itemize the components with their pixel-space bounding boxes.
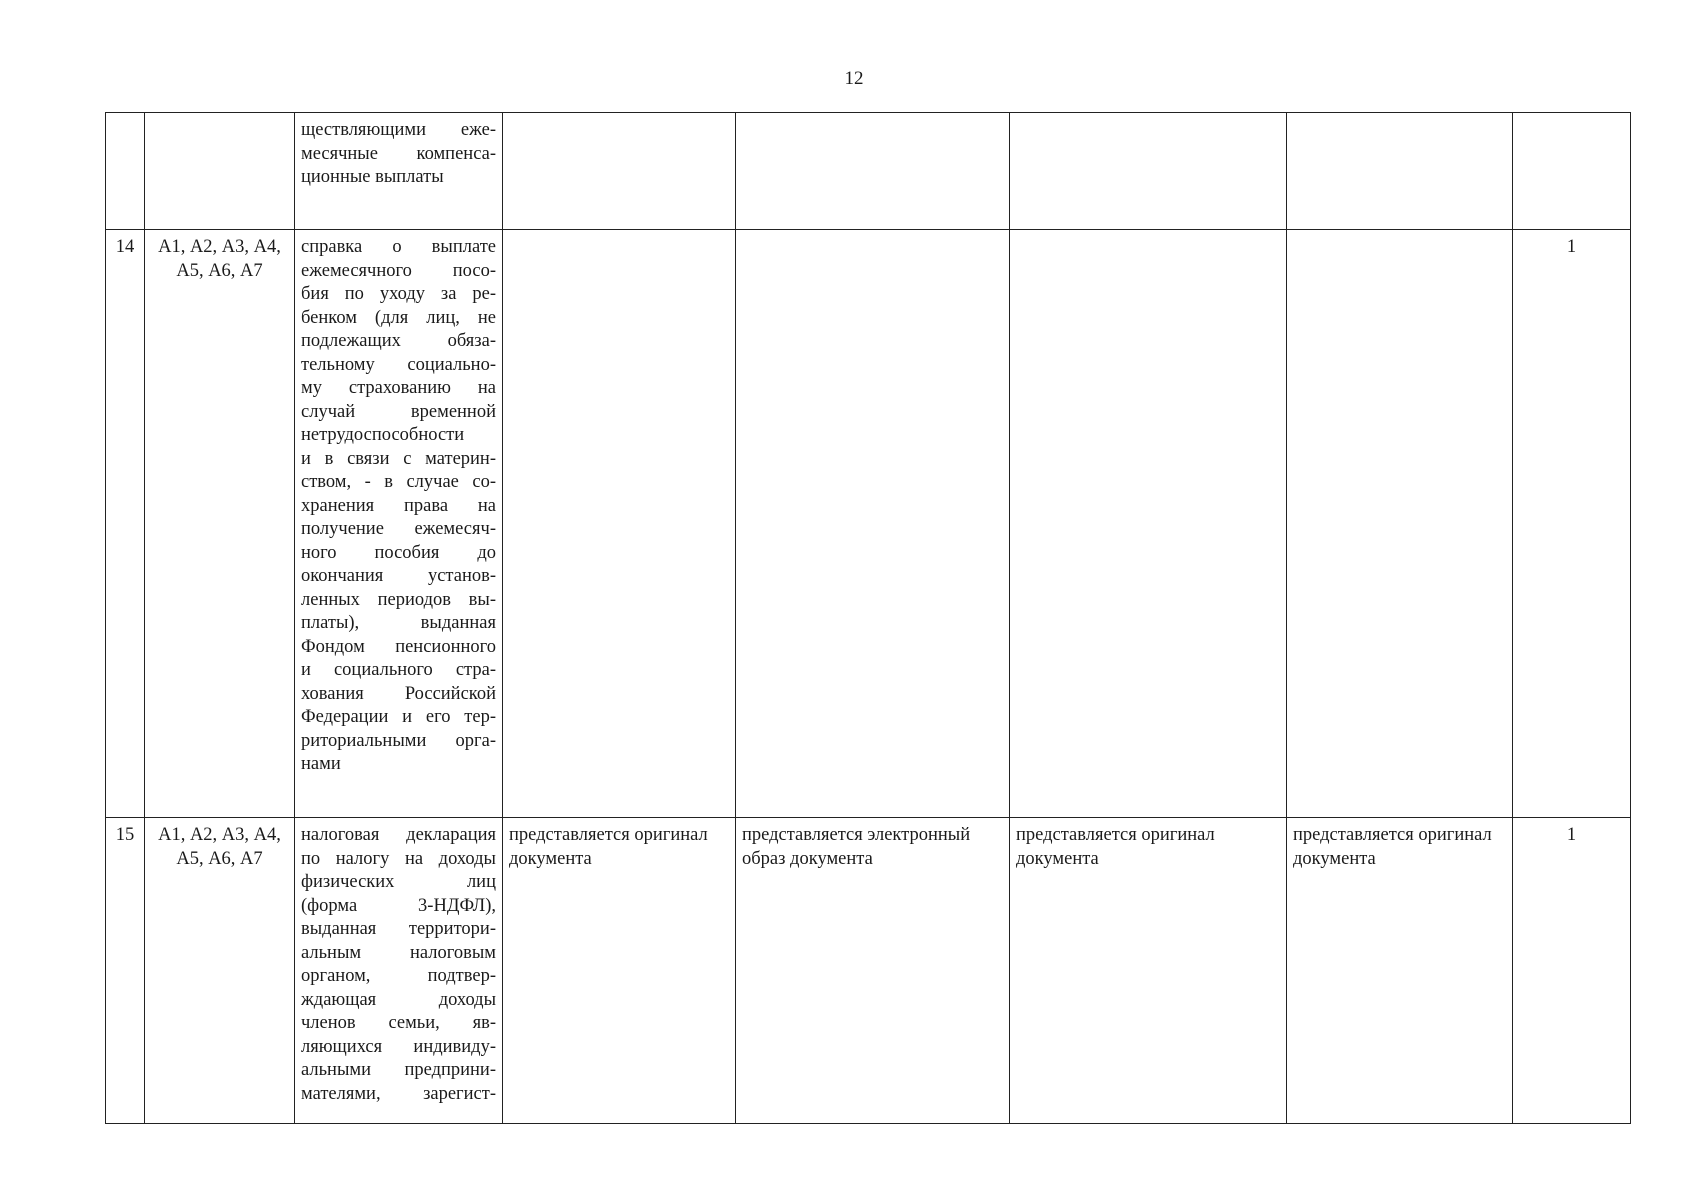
mfc-submission-cell: представляется оригинал документа (1010, 818, 1287, 1124)
document-name-line: альным налоговым (301, 942, 496, 963)
document-name-line: случай временной (301, 401, 496, 422)
row-number: 15 (106, 818, 145, 1124)
submission-method-cell: представляется оригинал документа (503, 818, 736, 1124)
document-name-line: Федерации и его тер- (301, 707, 496, 727)
document-name (295, 230, 503, 818)
document-name-line: бенком (для лиц, не (301, 307, 496, 328)
document-name-line: риториальными орга- (301, 730, 496, 751)
document-name-line: ежемесячного посо- (301, 260, 496, 281)
document-name-line: выданная территори- (301, 919, 496, 939)
document-name-line: по налогу на доходы (301, 848, 496, 869)
document-name-line: месячные компенса- (301, 143, 496, 164)
copies-count: 1 (1513, 230, 1631, 818)
document-name-line: подлежащих обяза- (301, 331, 496, 351)
mfc-submission-cell (1010, 113, 1287, 230)
table-body (106, 113, 1631, 1124)
document-name (295, 113, 503, 230)
document-name (295, 818, 503, 1124)
document-name-line: платы), выданная (301, 613, 496, 633)
electronic-submission-cell (736, 113, 1010, 230)
document-name-line: хранения права на (301, 495, 496, 516)
electronic-submission-cell: представляется электронный образ документа (736, 818, 1010, 1124)
copies-count (1513, 113, 1631, 230)
document-name-line: ществляющими еже- (301, 120, 496, 140)
document-name-line: хования Российской (301, 683, 496, 704)
document-name-line: налоговая декларация (301, 825, 496, 845)
document-name-line: мателями, зарегист- (301, 1083, 496, 1104)
document-name-line: физических лиц (301, 872, 496, 892)
document-name-line: Фондом пенсионного (301, 636, 496, 657)
copies-count: 1 (1513, 818, 1631, 1124)
row-number: 14 (106, 230, 145, 818)
document-name-line: органом, подтвер- (301, 966, 496, 986)
mfc-submission-cell (1010, 230, 1287, 818)
document-name-line: членов семьи, яв- (301, 1013, 496, 1033)
document-name-line: ством, - в случае со- (301, 472, 496, 492)
applicant-categories (145, 113, 295, 230)
document-name-line: окончания установ- (301, 566, 496, 586)
document-name-line: альными предприни- (301, 1060, 496, 1080)
row-number (106, 113, 145, 230)
document-name-line: бия по уходу за ре- (301, 284, 496, 304)
table-row (106, 230, 1631, 818)
mail-submission-cell (1287, 113, 1513, 230)
document-name-line: ляющихся индивиду- (301, 1036, 496, 1057)
applicant-categories: А1, А2, А3, А4, А5, А6, А7 (145, 818, 295, 1124)
document-name-line: ного пособия до (301, 542, 496, 563)
document-name-line: справка о выплате (301, 237, 496, 257)
document-name-line: получение ежемесяч- (301, 519, 496, 539)
document-name-line: нами (301, 754, 341, 774)
document-name-line: ленных периодов вы- (301, 589, 496, 610)
mail-submission-cell (1287, 230, 1513, 818)
electronic-submission-cell (736, 230, 1010, 818)
mail-submission-cell: представляется оригинал документа (1287, 818, 1513, 1124)
table-row (106, 818, 1631, 1124)
document-name-line: и социального стра- (301, 660, 496, 680)
document-name-line: ционные выплаты (301, 167, 444, 187)
document-name-line: и в связи с материн- (301, 448, 496, 469)
document-name-line: му страхованию на (301, 378, 496, 398)
document-name-line: тельному социально- (301, 354, 496, 375)
submission-method-cell (503, 113, 736, 230)
document-name-line: нетрудоспособности (301, 425, 465, 445)
submission-method-cell (503, 230, 736, 818)
applicant-categories: А1, А2, А3, А4, А5, А6, А7 (145, 230, 295, 818)
document-name-line: (форма 3-НДФЛ), (301, 895, 496, 916)
page-number: 12 (844, 68, 864, 89)
documents-table (105, 112, 1631, 1124)
table-row (106, 113, 1631, 230)
document-name-line: ждающая доходы (301, 989, 496, 1010)
